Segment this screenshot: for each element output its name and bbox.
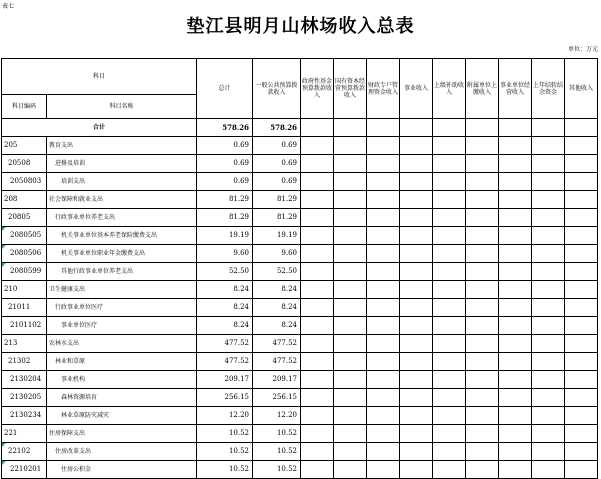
empty-cell xyxy=(565,335,598,353)
empty-cell xyxy=(334,317,367,335)
empty-cell xyxy=(466,227,499,245)
empty-cell xyxy=(433,371,466,389)
empty-cell xyxy=(367,443,400,461)
table-row xyxy=(2,335,598,353)
empty-cell xyxy=(367,245,400,263)
row-total: 209.17 xyxy=(197,371,253,389)
row-total: 10.52 xyxy=(197,461,253,479)
empty-cell xyxy=(466,371,499,389)
header-affiliated: 附属单位上缴收入 xyxy=(466,59,499,119)
row-general-budget: 8.24 xyxy=(253,281,301,299)
empty-cell xyxy=(433,155,466,173)
row-name: 事业单位医疗 xyxy=(47,317,197,335)
empty-cell xyxy=(499,263,532,281)
empty-cell xyxy=(532,263,565,281)
empty-cell xyxy=(334,335,367,353)
table-row xyxy=(2,155,598,173)
row-total: 0.69 xyxy=(197,173,253,191)
row-general-budget: 81.29 xyxy=(253,191,301,209)
empty-cell xyxy=(400,353,433,371)
empty-cell xyxy=(565,317,598,335)
empty-cell xyxy=(499,389,532,407)
empty-cell xyxy=(532,299,565,317)
empty-cell xyxy=(367,299,400,317)
empty-cell xyxy=(400,245,433,263)
empty-cell xyxy=(301,371,334,389)
empty-cell xyxy=(466,389,499,407)
empty-cell xyxy=(433,137,466,155)
row-total: 477.52 xyxy=(197,335,253,353)
empty-cell xyxy=(565,299,598,317)
empty-cell xyxy=(301,245,334,263)
row-code: 208 xyxy=(2,191,47,209)
row-total: 8.24 xyxy=(197,317,253,335)
empty-cell xyxy=(565,425,598,443)
empty-cell xyxy=(499,425,532,443)
empty-cell xyxy=(466,299,499,317)
empty-cell xyxy=(400,299,433,317)
empty-cell xyxy=(301,389,334,407)
row-code: 2130205 xyxy=(2,389,47,407)
total-row-total: 578.26 xyxy=(197,119,253,137)
empty-cell xyxy=(301,461,334,479)
empty-cell xyxy=(367,173,400,191)
empty-cell xyxy=(433,299,466,317)
row-name: 事业机构 xyxy=(47,371,197,389)
empty-cell xyxy=(433,281,466,299)
table-row xyxy=(2,173,598,191)
empty-cell xyxy=(565,407,598,425)
empty-cell xyxy=(565,353,598,371)
empty-cell xyxy=(466,209,499,227)
empty-cell xyxy=(433,245,466,263)
empty-cell xyxy=(532,389,565,407)
empty-cell xyxy=(565,443,598,461)
empty-cell xyxy=(466,353,499,371)
table-row xyxy=(2,389,598,407)
row-code: 21302 xyxy=(2,353,47,371)
header-state-capital: 国有资本经营预算拨款收入 xyxy=(334,59,367,119)
empty-cell xyxy=(433,461,466,479)
empty-cell xyxy=(334,425,367,443)
table-row xyxy=(2,137,598,155)
empty-cell xyxy=(499,155,532,173)
empty-cell xyxy=(532,317,565,335)
table-row xyxy=(2,191,598,209)
row-name: 行政事业单位养老支出 xyxy=(47,209,197,227)
unit-label: 单位：万元 xyxy=(567,46,598,53)
empty-cell xyxy=(334,389,367,407)
empty-cell xyxy=(433,173,466,191)
empty-cell xyxy=(466,191,499,209)
empty-cell xyxy=(499,371,532,389)
header-carryover: 上年结转结余资金 xyxy=(532,59,565,119)
empty-cell xyxy=(532,353,565,371)
row-general-budget: 0.69 xyxy=(253,173,301,191)
row-name: 森林资源培育 xyxy=(47,389,197,407)
row-code: 20508 xyxy=(2,155,47,173)
empty-cell xyxy=(499,209,532,227)
empty-cell xyxy=(301,263,334,281)
row-general-budget: 8.24 xyxy=(253,317,301,335)
row-general-budget: 8.24 xyxy=(253,299,301,317)
empty-cell xyxy=(334,371,367,389)
empty-cell xyxy=(301,317,334,335)
empty-cell xyxy=(466,263,499,281)
header-gov-fund: 政府性基金预算拨款收入 xyxy=(301,59,334,119)
table-row xyxy=(2,371,598,389)
empty-cell xyxy=(532,245,565,263)
empty-cell xyxy=(334,191,367,209)
row-total: 10.52 xyxy=(197,443,253,461)
empty-cell xyxy=(367,461,400,479)
row-name: 住房改革支出 xyxy=(47,443,197,461)
empty-cell xyxy=(499,407,532,425)
row-name: 林业草原防灾减灾 xyxy=(47,407,197,425)
row-total: 52.50 xyxy=(197,263,253,281)
row-general-budget: 81.29 xyxy=(253,209,301,227)
row-general-budget: 9.60 xyxy=(253,245,301,263)
row-general-budget: 0.69 xyxy=(253,155,301,173)
empty-cell xyxy=(367,425,400,443)
empty-cell xyxy=(466,317,499,335)
empty-cell xyxy=(499,191,532,209)
row-general-budget: 256.15 xyxy=(253,389,301,407)
header-special-fiscal: 财政专户管理资金收入 xyxy=(367,59,400,119)
empty-cell xyxy=(400,335,433,353)
empty-cell xyxy=(400,227,433,245)
row-code: 213 xyxy=(2,335,47,353)
empty-cell xyxy=(499,173,532,191)
row-total: 8.24 xyxy=(197,299,253,317)
row-total: 81.29 xyxy=(197,191,253,209)
row-general-budget: 12.20 xyxy=(253,407,301,425)
row-code: 205 xyxy=(2,137,47,155)
empty-cell xyxy=(433,317,466,335)
income-summary-table xyxy=(1,58,598,479)
empty-cell xyxy=(400,137,433,155)
empty-cell xyxy=(532,371,565,389)
header-general-budget: 一般公共预算拨款收入 xyxy=(253,59,301,119)
table-row xyxy=(2,227,598,245)
empty-cell xyxy=(301,173,334,191)
table-row xyxy=(2,263,598,281)
empty-cell xyxy=(301,227,334,245)
empty-cell xyxy=(532,173,565,191)
empty-cell xyxy=(532,281,565,299)
row-general-budget: 19.19 xyxy=(253,227,301,245)
empty-cell xyxy=(334,407,367,425)
row-code: 22102 xyxy=(2,443,47,461)
empty-cell xyxy=(565,461,598,479)
empty-cell xyxy=(367,191,400,209)
row-general-budget: 209.17 xyxy=(253,371,301,389)
empty-cell xyxy=(466,281,499,299)
empty-cell xyxy=(433,443,466,461)
empty-cell xyxy=(466,245,499,263)
total-row-general: 578.26 xyxy=(253,119,301,137)
row-code: 221 xyxy=(2,425,47,443)
row-total: 81.29 xyxy=(197,209,253,227)
empty-cell xyxy=(400,173,433,191)
empty-cell xyxy=(301,191,334,209)
header-total: 总计 xyxy=(197,59,253,119)
empty-cell xyxy=(499,137,532,155)
row-code: 210 xyxy=(2,281,47,299)
table-row xyxy=(2,209,598,227)
row-code: 2080505 xyxy=(2,227,47,245)
empty-cell xyxy=(532,191,565,209)
empty-cell xyxy=(400,461,433,479)
empty-cell xyxy=(532,461,565,479)
empty-cell xyxy=(565,371,598,389)
empty-cell xyxy=(400,281,433,299)
empty-cell xyxy=(499,245,532,263)
empty-cell xyxy=(334,137,367,155)
empty-cell xyxy=(400,155,433,173)
empty-cell xyxy=(400,191,433,209)
empty-cell xyxy=(301,299,334,317)
row-name: 卫生健康支出 xyxy=(47,281,197,299)
sheet-tag: 表七 xyxy=(2,3,15,10)
empty-cell xyxy=(433,353,466,371)
empty-cell xyxy=(466,137,499,155)
empty-cell xyxy=(433,335,466,353)
row-code: 2130204 xyxy=(2,371,47,389)
empty-cell xyxy=(499,353,532,371)
row-total: 0.69 xyxy=(197,137,253,155)
empty-cell xyxy=(400,443,433,461)
empty-cell xyxy=(499,335,532,353)
empty-cell xyxy=(466,155,499,173)
empty-cell xyxy=(367,335,400,353)
row-code: 2101102 xyxy=(2,317,47,335)
empty-cell xyxy=(367,281,400,299)
empty-cell xyxy=(367,155,400,173)
page-title: 垫江县明月山林场收入总表 xyxy=(186,16,415,37)
table-row xyxy=(2,425,598,443)
empty-cell xyxy=(466,335,499,353)
row-code: 2080506 xyxy=(2,245,47,263)
empty-cell xyxy=(499,443,532,461)
empty-cell xyxy=(433,389,466,407)
empty-cell xyxy=(301,407,334,425)
empty-cell xyxy=(466,461,499,479)
row-total: 8.24 xyxy=(197,281,253,299)
empty-cell xyxy=(367,389,400,407)
empty-cell xyxy=(334,461,367,479)
empty-cell xyxy=(532,443,565,461)
empty-cell xyxy=(400,407,433,425)
empty-cell xyxy=(532,137,565,155)
row-name: 其他行政事业单位养老支出 xyxy=(47,263,197,281)
header-subject-name: 科目名称 xyxy=(47,95,197,119)
empty-cell xyxy=(301,443,334,461)
row-name: 社会保障和就业支出 xyxy=(47,191,197,209)
empty-cell xyxy=(532,209,565,227)
empty-cell xyxy=(433,425,466,443)
empty-cell xyxy=(433,191,466,209)
empty-cell xyxy=(499,461,532,479)
empty-cell xyxy=(334,173,367,191)
row-general-budget: 477.52 xyxy=(253,353,301,371)
empty-cell xyxy=(565,137,598,155)
row-code: 2080599 xyxy=(2,263,47,281)
row-code: 20805 xyxy=(2,209,47,227)
row-code: 2050803 xyxy=(2,173,47,191)
empty-cell xyxy=(433,227,466,245)
empty-cell xyxy=(499,299,532,317)
empty-cell xyxy=(334,353,367,371)
empty-cell xyxy=(400,263,433,281)
empty-cell xyxy=(433,263,466,281)
table-row xyxy=(2,299,598,317)
row-general-budget: 10.52 xyxy=(253,461,301,479)
row-general-budget: 477.52 xyxy=(253,335,301,353)
row-total: 12.20 xyxy=(197,407,253,425)
empty-cell xyxy=(334,263,367,281)
empty-cell xyxy=(466,425,499,443)
row-name: 教育支出 xyxy=(47,137,197,155)
empty-cell xyxy=(565,173,598,191)
empty-cell xyxy=(400,425,433,443)
empty-cell xyxy=(433,407,466,425)
total-row-label: 合计 xyxy=(2,119,197,137)
empty-cell xyxy=(367,263,400,281)
empty-cell xyxy=(367,371,400,389)
row-name: 培训支出 xyxy=(47,173,197,191)
row-general-budget: 10.52 xyxy=(253,443,301,461)
row-name: 机关事业单位基本养老保险缴费支出 xyxy=(47,227,197,245)
empty-cell xyxy=(466,173,499,191)
empty-cell xyxy=(400,317,433,335)
empty-cell xyxy=(565,263,598,281)
empty-cell xyxy=(499,281,532,299)
row-code: 2130234 xyxy=(2,407,47,425)
header-operating: 事业单位经营收入 xyxy=(499,59,532,119)
empty-cell xyxy=(532,227,565,245)
row-general-budget: 0.69 xyxy=(253,137,301,155)
header-subject: 科目 xyxy=(2,59,197,95)
empty-cell xyxy=(334,299,367,317)
row-name: 进修及培训 xyxy=(47,155,197,173)
empty-cell xyxy=(400,371,433,389)
empty-cell xyxy=(532,155,565,173)
empty-cell xyxy=(565,281,598,299)
header-higher-subsidy: 上级补助收入 xyxy=(433,59,466,119)
empty-cell xyxy=(565,245,598,263)
row-total: 10.52 xyxy=(197,425,253,443)
empty-cell xyxy=(367,407,400,425)
table-row xyxy=(2,353,598,371)
empty-cell xyxy=(301,155,334,173)
empty-cell xyxy=(367,317,400,335)
empty-cell xyxy=(301,281,334,299)
table-row xyxy=(2,245,598,263)
empty-cell xyxy=(532,335,565,353)
header-subject-code: 科目编码 xyxy=(2,95,47,119)
table-row xyxy=(2,407,598,425)
row-general-budget: 52.50 xyxy=(253,263,301,281)
empty-cell xyxy=(334,245,367,263)
row-total: 477.52 xyxy=(197,353,253,371)
row-name: 林业和草原 xyxy=(47,353,197,371)
empty-cell xyxy=(334,209,367,227)
row-name: 住房保障支出 xyxy=(47,425,197,443)
empty-cell xyxy=(334,155,367,173)
row-general-budget: 10.52 xyxy=(253,425,301,443)
empty-cell xyxy=(565,155,598,173)
empty-cell xyxy=(532,407,565,425)
empty-cell xyxy=(466,443,499,461)
row-code: 2210201 xyxy=(2,461,47,479)
empty-cell xyxy=(334,281,367,299)
empty-cell xyxy=(301,137,334,155)
empty-cell xyxy=(400,389,433,407)
header-business: 事业收入 xyxy=(400,59,433,119)
empty-cell xyxy=(334,443,367,461)
empty-cell xyxy=(532,425,565,443)
row-name: 行政事业单位医疗 xyxy=(47,299,197,317)
empty-cell xyxy=(499,317,532,335)
empty-cell xyxy=(400,209,433,227)
empty-cell xyxy=(301,209,334,227)
empty-cell xyxy=(301,425,334,443)
empty-cell xyxy=(499,227,532,245)
empty-cell xyxy=(565,227,598,245)
empty-cell xyxy=(367,353,400,371)
empty-cell xyxy=(565,191,598,209)
empty-cell xyxy=(301,353,334,371)
row-total: 19.19 xyxy=(197,227,253,245)
empty-cell xyxy=(367,209,400,227)
table-row xyxy=(2,461,598,479)
empty-cell xyxy=(301,335,334,353)
row-total: 256.15 xyxy=(197,389,253,407)
header-other: 其他收入 xyxy=(565,59,598,119)
empty-cell xyxy=(367,227,400,245)
table-row xyxy=(2,317,598,335)
row-total: 9.60 xyxy=(197,245,253,263)
empty-cell xyxy=(334,227,367,245)
empty-cell xyxy=(466,407,499,425)
row-name: 机关事业单位职业年金缴费支出 xyxy=(47,245,197,263)
table-row xyxy=(2,443,598,461)
row-total: 0.69 xyxy=(197,155,253,173)
row-code: 21011 xyxy=(2,299,47,317)
row-name: 住房公积金 xyxy=(47,461,197,479)
table-row xyxy=(2,281,598,299)
empty-cell xyxy=(565,389,598,407)
empty-cell xyxy=(565,209,598,227)
empty-cell xyxy=(367,137,400,155)
empty-cell xyxy=(433,209,466,227)
row-name: 农林水支出 xyxy=(47,335,197,353)
